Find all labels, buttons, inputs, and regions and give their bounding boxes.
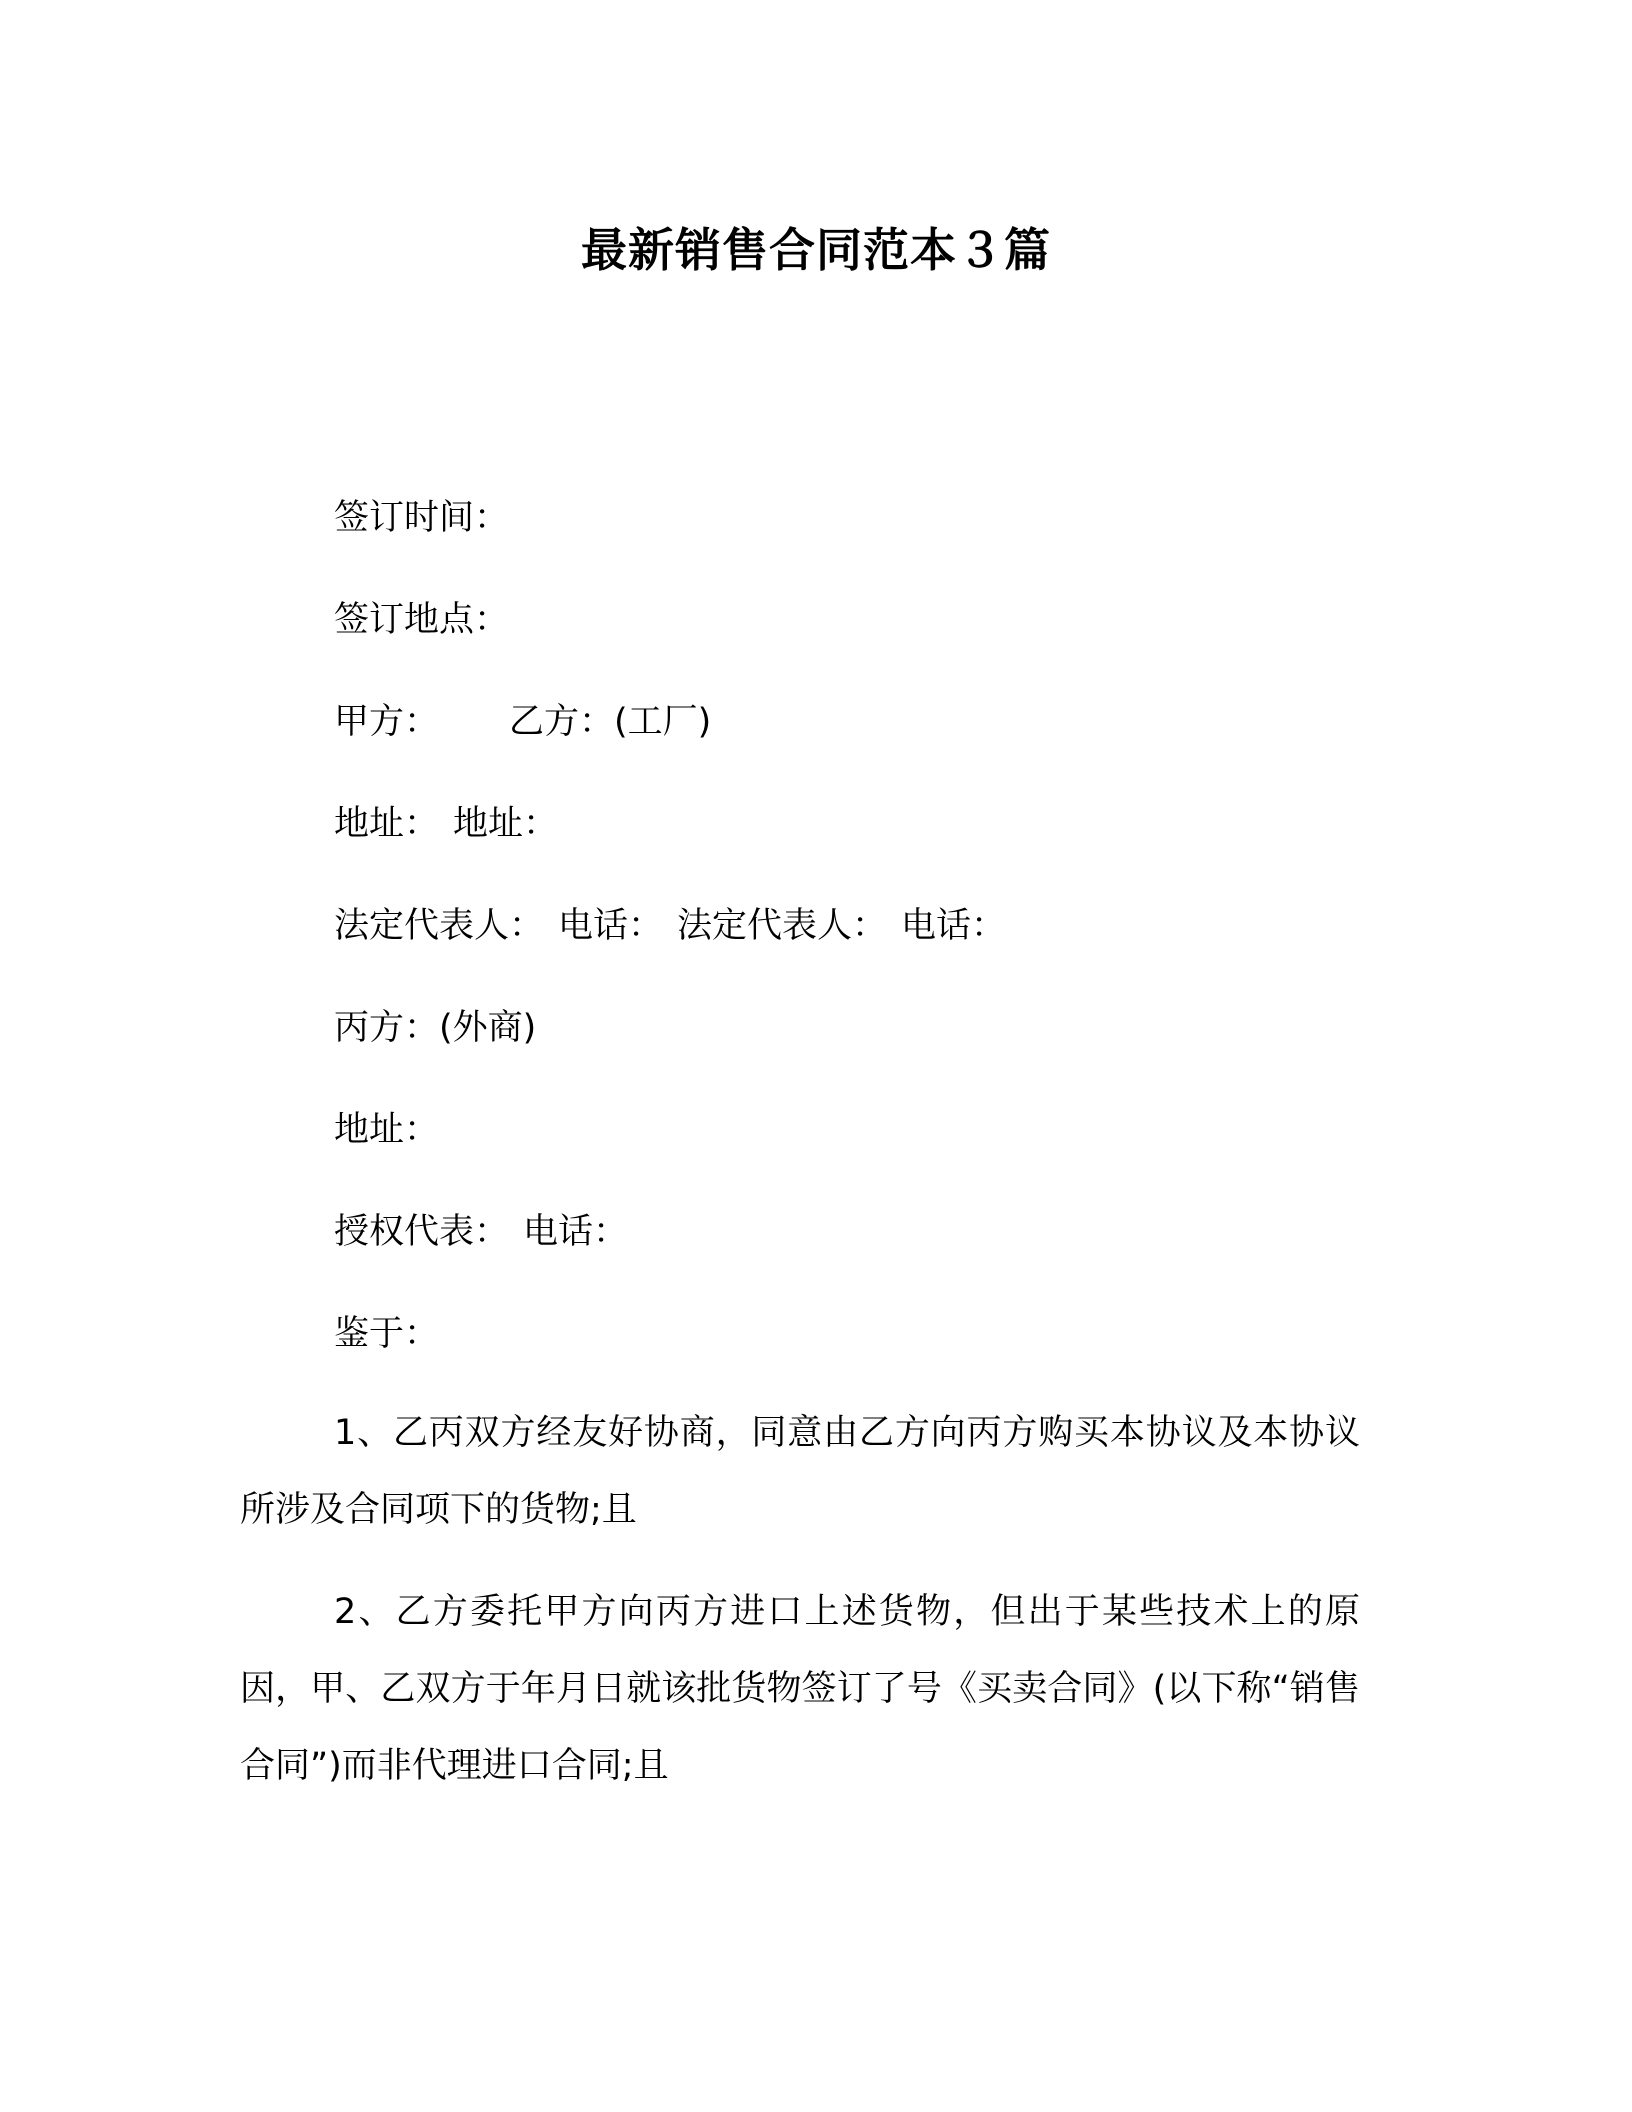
party-b-label: 乙方：(工厂) [509,702,712,742]
phone-c-label: 电话： [523,1212,629,1252]
parties-line [334,697,711,747]
legal-rep-a-label: 法定代表人： [334,906,545,946]
phone-a-label: 电话： [558,906,664,946]
document-title: 最新销售合同范本３篇 [581,223,1051,277]
address-c-label: 地址： [334,1110,440,1150]
legal-rep-b-label: 法定代表人： [677,906,888,946]
clause-2: 2、乙方委托甲方向丙方进口上述货物，但出于某些技术上的原因，甲、乙双方于年月日就该批货物签订了号《买卖合同》(以下称“销售合同”)而非代理进口合同;且 [240,1592,1360,1786]
clause-1: 1、乙丙双方经友好协商，同意由乙方向丙方购买本协议及本协议所涉及合同项下的货物;且 [240,1413,1360,1530]
whereas-line [334,1309,439,1359]
representatives-line [334,901,1006,951]
auth-rep-line [334,1207,628,1257]
auth-rep-label: 授权代表： [334,1212,510,1252]
party-a-label: 甲方： [334,702,440,742]
address-a-label: 地址： [334,804,440,844]
sign-place-line [334,595,509,645]
sign-place-label: 签订地点： [334,600,510,640]
sign-time-line [334,493,509,543]
party-c-label: 丙方：(外商) [334,1008,537,1048]
address-c-line [334,1105,439,1155]
whereas-label: 鉴于： [334,1314,440,1354]
sign-time-label: 签订时间： [334,498,510,538]
address-line [334,799,558,849]
phone-b-label: 电话： [901,906,1007,946]
address-b-label: 地址： [453,804,559,844]
party-c-line [334,1003,536,1053]
